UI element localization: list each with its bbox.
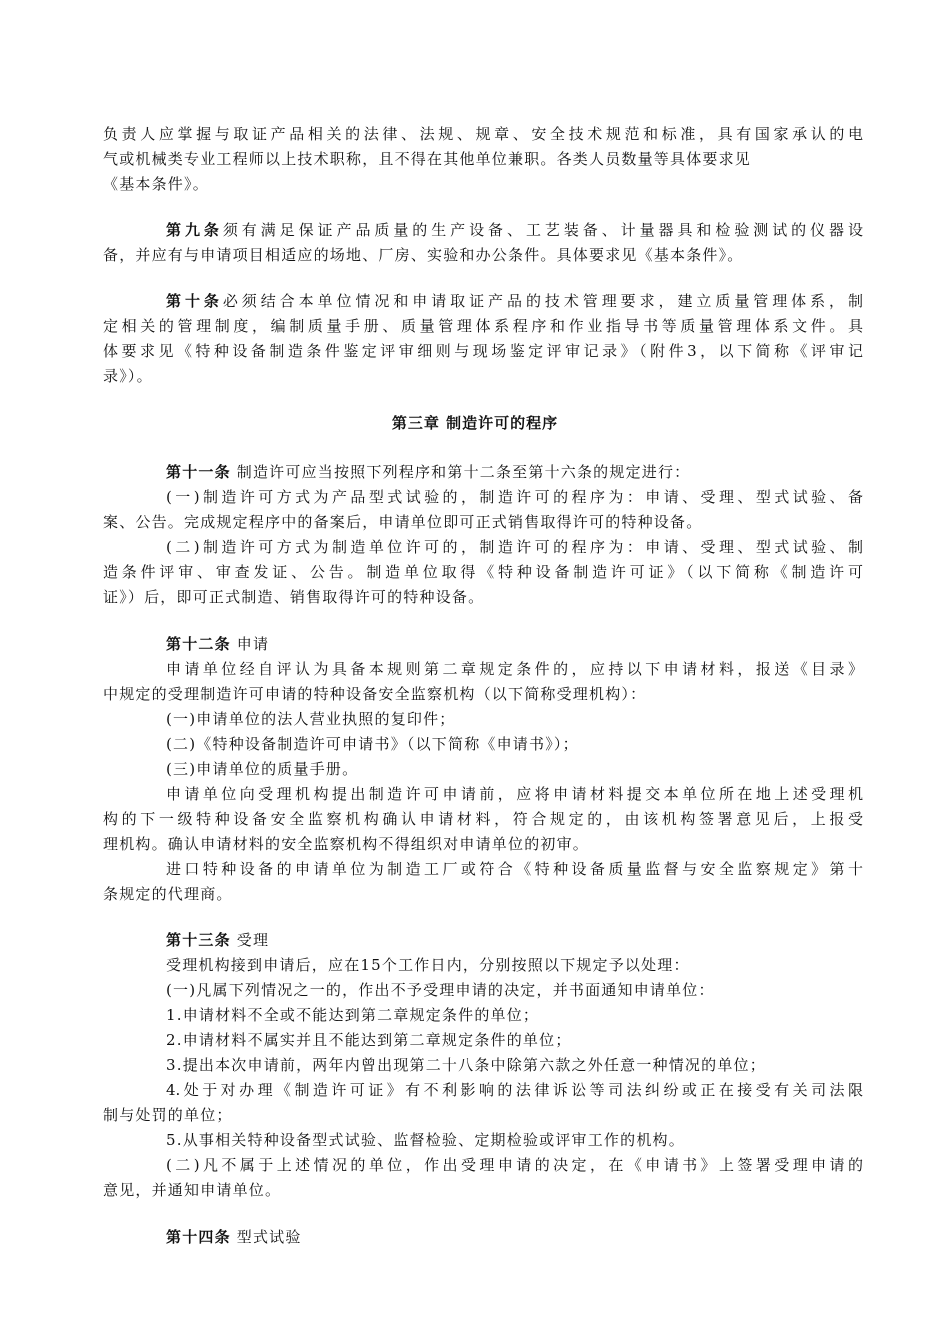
article-13-line: 3.提出本次申请前，两年内曾出现第二十八条中除第六款之外任意一种情况的单位； bbox=[166, 1056, 766, 1074]
article-10-text: 必须结合本单位情况和申请取证产品的技术管理要求，建立质量管理体系，制 bbox=[222, 292, 863, 310]
article-11-title: 第十一条 bbox=[166, 463, 231, 481]
article-9-line: 备，并应有与申请项目相适应的场地、厂房、实验和办公条件。具体要求见《基本条件》。 bbox=[103, 246, 744, 264]
article-11-line bbox=[166, 461, 690, 483]
article-13-line: 5.从事相关特种设备型式试验、监督检验、定期检验或评审工作的机构。 bbox=[166, 1131, 685, 1149]
article-10-line: 定相关的管理制度，编制质量手册、质量管理体系程序和作业指导书等质量管理体系文件。具 bbox=[103, 317, 863, 335]
article-12-line: (一)申请单位的法人营业执照的复印件； bbox=[166, 710, 456, 728]
paragraph-line: 《基本条件》。 bbox=[103, 175, 209, 193]
article-10-line: 录》）。 bbox=[103, 367, 153, 385]
article-9-text: 须有满足保证产品质量的生产设备、工艺装备、计量器具和检验测试的仪器设 bbox=[222, 221, 863, 239]
article-13-title: 第十三条 bbox=[166, 931, 231, 949]
article-12-line: 构的下一级特种设备安全监察机构确认申请材料，符合规定的，由该机构签署意见后，上报受 bbox=[103, 810, 863, 828]
article-13-subtitle: 受理 bbox=[236, 931, 270, 949]
article-12-line: 条规定的代理商。 bbox=[103, 885, 233, 903]
paragraph-line: 气或机械类专业工程师以上技术职称，且不得在其他单位兼职。各类人员数量等具体要求见 bbox=[103, 150, 752, 168]
article-13-line: 1.申请材料不全或不能达到第二章规定条件的单位； bbox=[166, 1006, 540, 1024]
chapter-heading: 第三章 制造许可的程序 bbox=[391, 414, 559, 432]
article-11-line: 造条件评审、审查发证、公告。制造单位取得《特种设备制造许可证》（以下简称《制造许可 bbox=[103, 563, 863, 581]
article-10-title: 第十条 bbox=[166, 292, 223, 310]
article-14-title: 第十四条 bbox=[166, 1228, 231, 1246]
article-13-line: (一)凡属下列情况之一的，作出不予受理申请的决定，并书面通知申请单位： bbox=[166, 981, 715, 999]
article-13-line: (二)凡不属于上述情况的单位，作出受理申请的决定，在《申请书》上签署受理申请的 bbox=[166, 1156, 863, 1174]
article-11-line: 证》）后，即可正式制造、销售取得许可的特种设备。 bbox=[103, 588, 485, 606]
article-10-line bbox=[166, 290, 863, 312]
article-13-line: 受理机构接到申请后，应在15个工作日内，分别按照以下规定予以处理： bbox=[166, 956, 690, 974]
article-13-line: 4.处于对办理《制造许可证》有不利影响的法律诉讼等司法纠纷或正在接受有关司法限 bbox=[166, 1081, 863, 1099]
article-12-line: 进口特种设备的申请单位为制造工厂或符合《特种设备质量监督与安全监察规定》第十 bbox=[166, 860, 863, 878]
article-12-line: 中规定的受理制造许可申请的特种设备安全监察机构（以下简称受理机构）： bbox=[103, 685, 647, 703]
article-11-line: (二)制造许可方式为制造单位许可的，制造许可的程序为：申请、受理、型式试验、制 bbox=[166, 538, 863, 556]
article-13-line: 制与处罚的单位； bbox=[103, 1106, 233, 1124]
article-12-subtitle: 申请 bbox=[236, 635, 270, 653]
paragraph-line: 负责人应掌握与取证产品相关的法律、法规、规章、安全技术规范和标准，具有国家承认的电 bbox=[103, 125, 863, 143]
article-9-title: 第九条 bbox=[166, 221, 223, 239]
article-12-line: (二)《特种设备制造许可申请书》（以下简称《申请书》）； bbox=[166, 735, 579, 753]
article-9-line bbox=[166, 219, 863, 241]
article-14-heading bbox=[166, 1226, 302, 1248]
article-12-line: (三)申请单位的质量手册。 bbox=[166, 760, 359, 778]
article-12-line: 申请单位向受理机构提出制造许可申请前，应将申请材料提交本单位所在地上述受理机 bbox=[166, 785, 863, 803]
article-12-line: 理机构。确认申请材料的安全监察机构不得组织对申请单位的初审。 bbox=[103, 835, 590, 853]
article-11-line: (一)制造许可方式为产品型式试验的，制造许可的程序为：申请、受理、型式试验、备 bbox=[166, 488, 863, 506]
article-11-line: 案、公告。完成规定程序中的备案后，申请单位即可正式销售取得许可的特种设备。 bbox=[103, 513, 703, 531]
article-11-text: 制造许可应当按照下列程序和第十二条至第十六条的规定进行： bbox=[236, 463, 691, 481]
article-12-heading bbox=[166, 633, 269, 655]
article-13-line: 2.申请材料不属实并且不能达到第二章规定条件的单位； bbox=[166, 1031, 572, 1049]
article-12-title: 第十二条 bbox=[166, 635, 231, 653]
article-13-heading bbox=[166, 929, 269, 951]
article-14-subtitle: 型式试验 bbox=[236, 1228, 302, 1246]
article-12-line: 申请单位经自评认为具备本规则第二章规定条件的，应持以下申请材料，报送《目录》 bbox=[166, 660, 863, 678]
article-13-line: 意见，并通知申请单位。 bbox=[103, 1181, 282, 1199]
article-10-line: 体要求见《特种设备制造条件鉴定评审细则与现场鉴定评审记录》（附件3，以下简称《评审记 bbox=[103, 342, 863, 360]
